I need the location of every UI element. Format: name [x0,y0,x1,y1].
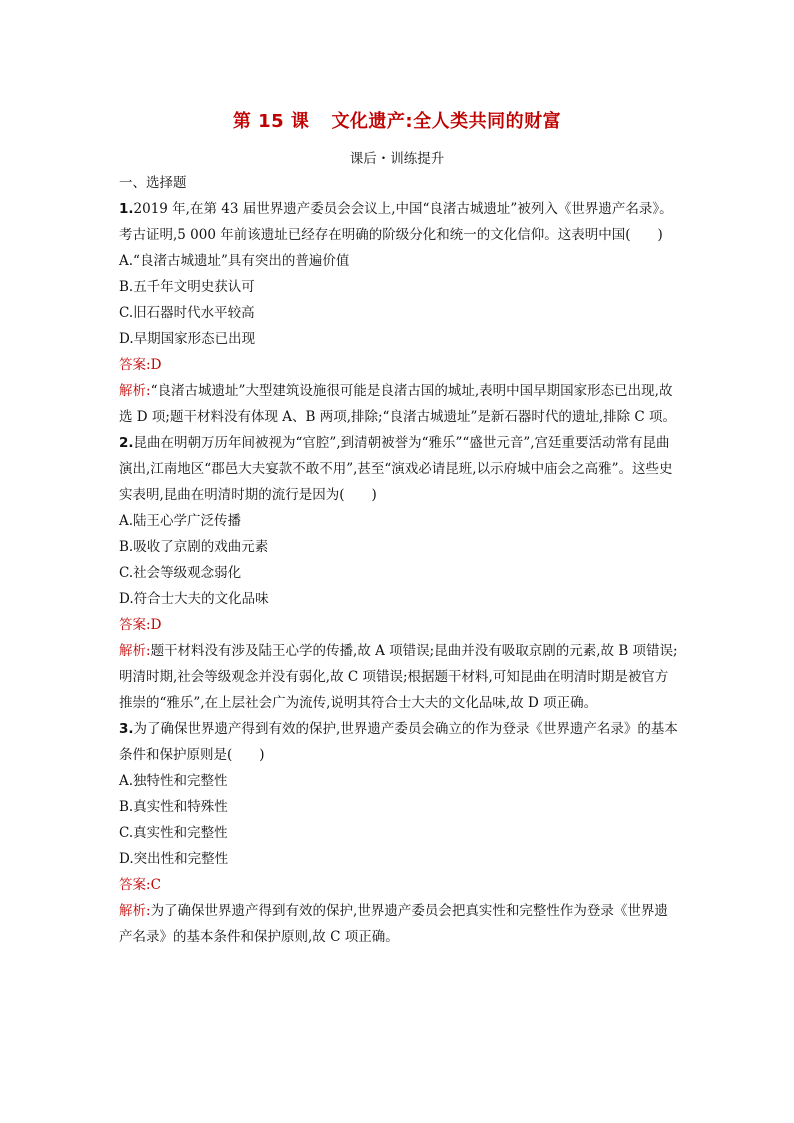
explanation-label: 解析: [119,903,151,919]
option-c: C.真实性和完整性 [119,825,228,841]
answer-label: 答案: [119,357,151,373]
answer-label: 答案: [119,877,151,893]
question-1 [119,196,679,430]
question-content [119,170,679,950]
question-2 [119,430,679,716]
option-d: D.早期国家形态已出现 [119,331,256,347]
option-c: C.旧石器时代水平较高 [119,305,255,321]
question-number: 3. [119,721,134,737]
answer-value: D [150,617,162,633]
lesson-topic: 文化遗产:全人类共同的财富 [331,111,562,132]
option-a: A.“良渚古城遗址”具有突出的普遍价值 [119,253,350,269]
answer-line [119,872,679,898]
option-c: C.社会等级观念弱化 [119,565,242,581]
question-stem: 1.2019 年,在第 43 届世界遗产委员会会议上,中国“良渚古城遗址”被列入《世界遗产名录》。考古证明,5 000 年前该遗址已经存在明确的阶级分化和统一的文化信仰。这表明中国( ) [119,201,673,243]
page-title [0,107,794,133]
option-b: B.五千年文明史获认可 [119,279,255,295]
option-d: D.突出性和完整性 [119,851,229,867]
question-stem: 3.为了确保世界遗产得到有效的保护,世界遗产委员会确立的作为登录《世界遗产名录》的基本条件和保护原则是( ) [119,721,678,763]
section-title: 一、选择题 [119,175,187,191]
question-3 [119,716,679,950]
explanation: 解析:“良渚古城遗址”大型建筑设施很可能是良渚古国的城址,表明中国早期国家形态已出现,故选 D 项;题干材料没有体现 A、B 两项,排除;“良渚古城遗址”是新石器时代的遗址,排除 C 项。 [119,383,677,425]
option-b: B.吸收了京剧的戏曲元素 [119,539,269,555]
question-stem: 2.昆曲在明朝万历年间被视为“官腔”,到清朝被誉为“雅乐”“盛世元音”,宫廷重要活动常有昆曲演出,江南地区“郡邑大夫宴款不敢不用”,甚至“演戏必请昆班,以示府城中庙会之高雅”。这些史实表明,昆曲在明清时期的流行是因为( ) [119,435,673,503]
option-d: D.符合士大夫的文化品味 [119,591,269,607]
option-a: A.独特性和完整性 [119,773,228,789]
page-subtitle: 课后・训练提升 [349,151,445,167]
explanation: 解析:为了确保世界遗产得到有效的保护,世界遗产委员会把真实性和完整性作为登录《世界遗产名录》的基本条件和保护原则,故 C 项正确。 [119,903,668,945]
explanation-label: 解析: [119,383,151,399]
answer-value: C [150,877,161,893]
answer-line [119,612,679,638]
explanation: 解析:题干材料没有涉及陆王心学的传播,故 A 项错误;昆曲并没有吸取京剧的元素,故 B 项错误;明清时期,社会等级观念并没有弱化,故 C 项错误;根据题干材料,可知昆曲在明清时期是被官方推崇的“雅乐”,在上层社会广为流传,说明其符合士大夫的文化品味,故 D 项正确。 [119,643,678,711]
answer-label: 答案: [119,617,151,633]
question-number: 1. [119,201,134,217]
answer-line [119,352,679,378]
option-a: A.陆王心学广泛传播 [119,513,242,529]
answer-value: D [150,357,162,373]
question-number: 2. [119,435,134,451]
lesson-number: 第 15 课 [232,111,310,132]
option-b: B.真实性和特殊性 [119,799,228,815]
explanation-label: 解析: [119,643,151,659]
